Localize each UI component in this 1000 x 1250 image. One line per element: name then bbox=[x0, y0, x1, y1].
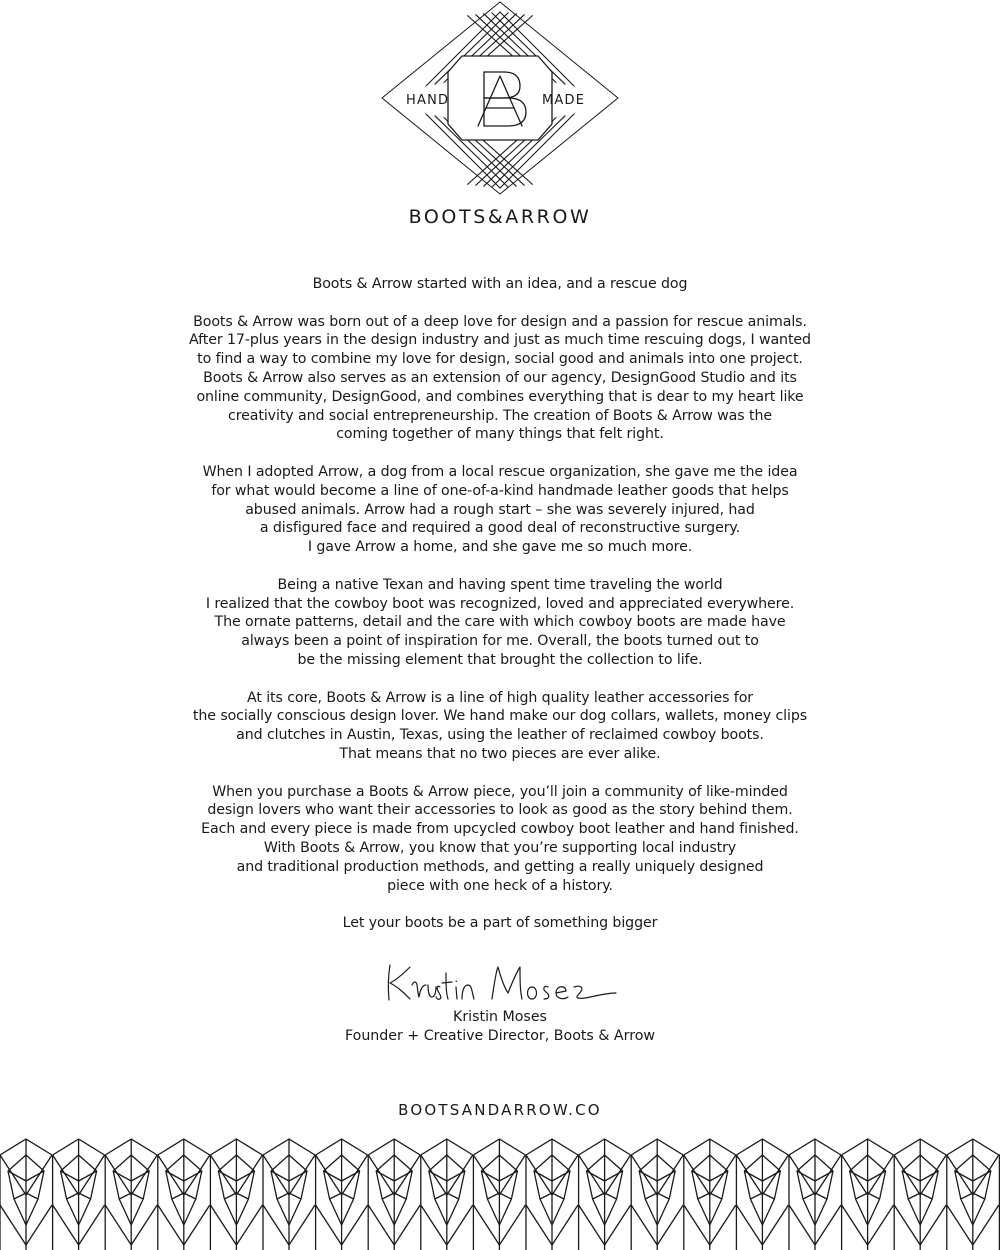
logo-right-text: MADE bbox=[542, 93, 586, 108]
website-url: BOOTSANDARROW.CO bbox=[398, 1101, 602, 1119]
boots-and-arrow-logo bbox=[380, 0, 620, 200]
brand-name: BOOTS&ARROW bbox=[408, 206, 592, 228]
paragraph-gap bbox=[150, 557, 850, 576]
paragraph-gap bbox=[150, 444, 850, 463]
paragraph-gap bbox=[150, 764, 850, 783]
letter-line: for what would become a line of one-of-a-kind handmade leather goods that helps bbox=[211, 482, 789, 499]
letter-line: Being a native Texan and having spent time traveling the world bbox=[277, 576, 723, 593]
letter-line: the socially conscious design lover. We hand make our dog collars, wallets, money clips bbox=[192, 708, 808, 725]
letter-line: online community, DesignGood, and combines everything that is dear to my heart like bbox=[196, 388, 804, 405]
letter-line: piece with one heck of a history. bbox=[387, 877, 613, 894]
letter-line: to find a way to combine my love for design, social good and animals into one project. bbox=[197, 351, 803, 368]
letter-line: Boots & Arrow started with an idea, and a rescue dog bbox=[312, 276, 688, 292]
letter-line: I realized that the cowboy boot was recognized, loved and appreciated everywhere. bbox=[205, 595, 795, 612]
letter-line: Boots & Arrow was born out of a deep love for design and a passion for rescue animals. bbox=[193, 313, 807, 330]
paragraph-gap bbox=[150, 294, 850, 313]
letter-line: When I adopted Arrow, a dog from a local rescue organization, she gave me the idea bbox=[202, 463, 798, 480]
letter-line: I gave Arrow a home, and she gave me so much more. bbox=[307, 539, 693, 556]
letter-body bbox=[150, 275, 850, 933]
handwritten-signature bbox=[380, 955, 625, 1010]
letter-line: design lovers who want their accessories to look as good as the story behind them. bbox=[207, 802, 793, 819]
letter-line: Boots & Arrow also serves as an extension of our agency, DesignGood Studio and its bbox=[203, 369, 797, 386]
letter-line: a disfigured face and required a good deal of reconstructive surgery. bbox=[259, 520, 741, 537]
letter-line: and clutches in Austin, Texas, using the leather of reclaimed cowboy boots. bbox=[236, 727, 764, 744]
letter-line: be the missing element that brought the collection to life. bbox=[297, 651, 703, 668]
letter-line: always been a point of inspiration for me. Overall, the boots turned out to bbox=[241, 633, 759, 650]
logo-left-text: HAND bbox=[406, 93, 450, 108]
letter-line: and traditional production methods, and getting a really uniquely designed bbox=[236, 858, 764, 875]
paragraph-gap bbox=[150, 670, 850, 689]
diamond-arrowhead-pattern-icon bbox=[0, 1135, 1000, 1250]
letter-line: creativity and social entrepreneurship. The creation of Boots & Arrow was the bbox=[228, 407, 772, 424]
letter-line: The ornate patterns, detail and the care with which cowboy boots are made have bbox=[214, 614, 786, 631]
letter-line: That means that no two pieces are ever alike. bbox=[339, 745, 661, 762]
letter-line: Each and every piece is made from upcycled cowboy boot leather and hand finished. bbox=[201, 821, 799, 838]
paragraph-gap bbox=[150, 895, 850, 914]
letter-line: At its core, Boots & Arrow is a line of high quality leather accessories for bbox=[246, 689, 754, 706]
letter-line: Let your boots be a part of something bigger bbox=[342, 915, 658, 932]
signatory-title: Founder + Creative Director, Boots & Arrow bbox=[344, 1028, 656, 1044]
letter-line: With Boots & Arrow, you know that you’re supporting local industry bbox=[263, 839, 737, 856]
letter-line: coming together of many things that felt right. bbox=[336, 426, 664, 443]
letter-line: When you purchase a Boots & Arrow piece, you’ll join a community of like-minded bbox=[212, 783, 788, 800]
signatory-name: Kristin Moses bbox=[453, 1009, 547, 1025]
letter-line: After 17-plus years in the design industry and just as much time rescuing dogs, I wanted bbox=[189, 332, 811, 349]
letter-line: abused animals. Arrow had a rough start – she was severely injured, had bbox=[245, 501, 755, 518]
